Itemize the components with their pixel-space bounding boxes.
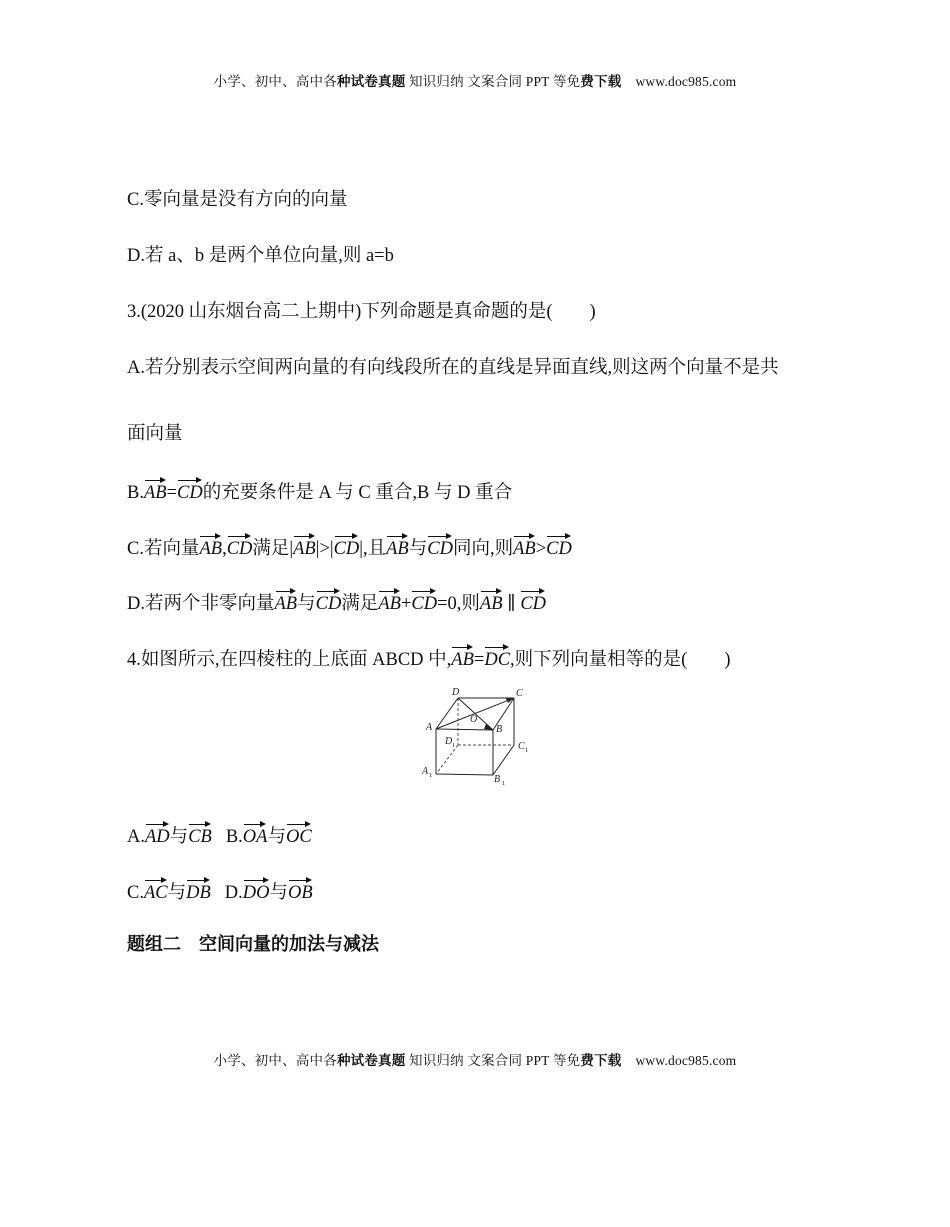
vector-ab: AB bbox=[480, 588, 503, 616]
text: ,则下列向量相等的是( ) bbox=[510, 650, 731, 670]
vector-oc: OC bbox=[286, 821, 312, 849]
text: |>| bbox=[315, 539, 334, 559]
vector-ab: AB bbox=[144, 477, 167, 505]
label-O: O bbox=[470, 714, 478, 725]
vector-cb: CB bbox=[188, 821, 212, 849]
q2-option-c: C.零向量是没有方向的向量 bbox=[127, 190, 348, 210]
vector-cd: CD bbox=[316, 588, 342, 616]
label-A1: A bbox=[422, 766, 429, 777]
header-link[interactable]: www.doc985.com bbox=[635, 74, 737, 89]
q3-option-a-line1: A.若分别表示空间两向量的有向线段所在的直线是异面直线,则这两个向量不是共 bbox=[127, 358, 779, 378]
text: + bbox=[400, 594, 412, 614]
vector-ab: AB bbox=[275, 588, 298, 616]
vector-cd: CD bbox=[334, 533, 360, 561]
vector-cd: CD bbox=[546, 533, 572, 561]
text: 满足| bbox=[252, 539, 294, 559]
q3-option-d bbox=[127, 588, 546, 616]
header-text: 小学、初中、高中各 bbox=[213, 74, 337, 89]
prism-figure bbox=[418, 684, 538, 790]
vector-cd: CD bbox=[227, 533, 253, 561]
label-B: B bbox=[496, 724, 503, 735]
vector-db: DB bbox=[186, 877, 211, 905]
sub-1: 1 bbox=[429, 772, 433, 779]
vector-ab: AB bbox=[293, 533, 316, 561]
q3-stem: 3.(2020 山东烟台高二上期中)下列命题是真命题的是( ) bbox=[127, 302, 596, 322]
vector-ob: OB bbox=[288, 877, 313, 905]
vector-ab: AB bbox=[513, 533, 536, 561]
label: D.若两个非零向量 bbox=[127, 594, 275, 614]
vector-ab: AB bbox=[386, 533, 409, 561]
footer-text: 小学、初中、高中各 bbox=[213, 1053, 337, 1068]
vector-dc: DC bbox=[484, 644, 510, 672]
text: 与 bbox=[269, 883, 289, 903]
label-D1: D bbox=[445, 736, 453, 747]
text: 与 bbox=[408, 539, 428, 559]
header-text: 知识归纳 文案合同 PPT 等免 bbox=[405, 74, 581, 89]
sub-1: 1 bbox=[502, 780, 506, 787]
q4-stem bbox=[127, 644, 730, 672]
vector-cd: CD bbox=[411, 588, 437, 616]
q3-option-a-line2: 面向量 bbox=[127, 424, 183, 444]
vector-ab: AB bbox=[378, 588, 401, 616]
label-C: C bbox=[516, 688, 523, 699]
sub-1: 1 bbox=[452, 742, 456, 749]
text: 满足 bbox=[341, 594, 379, 614]
label: D. bbox=[224, 883, 243, 903]
text: 4.如图所示,在四棱柱的上底面 ABCD 中, bbox=[127, 650, 452, 670]
text: |,且 bbox=[359, 539, 387, 559]
text: = bbox=[166, 483, 178, 503]
vector-cd: CD bbox=[177, 477, 203, 505]
label: B. bbox=[127, 483, 144, 503]
text: 同向,则 bbox=[452, 539, 514, 559]
footer-link[interactable]: www.doc985.com bbox=[635, 1053, 737, 1068]
text: 的充要条件是 A 与 C 重合,B 与 D 重合 bbox=[202, 483, 513, 503]
vector-ab: AB bbox=[451, 644, 474, 672]
text: 与 bbox=[267, 827, 286, 847]
footer-bold: 费下载 bbox=[580, 1053, 622, 1068]
label-A: A bbox=[426, 722, 433, 733]
text: > bbox=[535, 539, 547, 559]
vector-oa: OA bbox=[243, 821, 268, 849]
vector-cd: CD bbox=[520, 588, 546, 616]
text: = bbox=[473, 650, 485, 670]
sub-1: 1 bbox=[525, 747, 529, 754]
vector-do: DO bbox=[243, 877, 270, 905]
label: A. bbox=[127, 827, 145, 847]
page-footer bbox=[0, 1049, 950, 1069]
q4-options-cd bbox=[127, 877, 313, 905]
header-bold: 种试卷真题 bbox=[336, 74, 406, 89]
label-D: D bbox=[452, 687, 460, 698]
label: C.若向量 bbox=[127, 539, 200, 559]
text: , bbox=[222, 539, 227, 559]
label: B. bbox=[225, 827, 243, 847]
vector-ad: AD bbox=[145, 821, 170, 849]
vector-ab: AB bbox=[199, 533, 222, 561]
vector-ac: AC bbox=[144, 877, 168, 905]
page-header bbox=[0, 70, 950, 90]
q3-option-c bbox=[127, 533, 572, 561]
footer-text: 知识归纳 文案合同 PPT 等免 bbox=[405, 1053, 581, 1068]
text: 与 bbox=[167, 883, 187, 903]
footer-bold: 种试卷真题 bbox=[336, 1053, 406, 1068]
q4-options-ab bbox=[127, 821, 312, 849]
text: 与 bbox=[169, 827, 189, 847]
q3-option-b bbox=[127, 477, 512, 505]
text: ∥ bbox=[502, 594, 521, 614]
text: =0,则 bbox=[437, 594, 480, 614]
section-heading: 题组二 空间向量的加法与减法 bbox=[127, 934, 379, 955]
q2-option-d: D.若 a、b 是两个单位向量,则 a=b bbox=[127, 246, 394, 266]
label: C. bbox=[127, 883, 144, 903]
header-bold: 费下载 bbox=[580, 74, 622, 89]
label-C1: C bbox=[518, 741, 525, 752]
label-B1: B bbox=[494, 774, 501, 785]
text: 与 bbox=[297, 594, 316, 614]
vector-cd: CD bbox=[427, 533, 453, 561]
